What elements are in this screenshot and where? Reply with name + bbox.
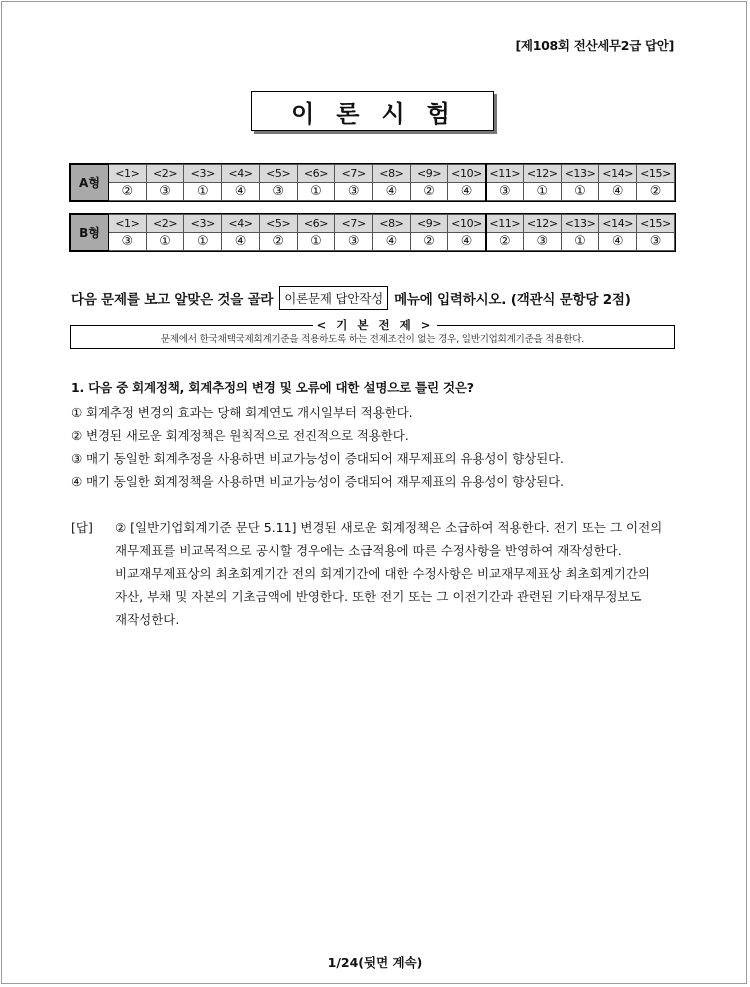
answer-row <box>71 233 675 251</box>
answer-cell: ① <box>561 183 599 201</box>
question-number-cell: <1> <box>109 165 147 183</box>
question-number-cell: <15> <box>637 165 675 183</box>
answer-table-a <box>70 164 675 201</box>
answer-line-1: ② [일반기업회계기준 문단 5.11] 변경된 새로운 회계정책은 소급하여 적용한다. 전기 또는 그 이전의 <box>115 520 663 535</box>
answer-cell: ② <box>410 233 448 251</box>
question-number-cell: <10> <box>448 165 486 183</box>
question-number-cell: <5> <box>259 215 297 233</box>
instruction-line <box>71 286 675 310</box>
exam-tag: [제108회 전산세무2급 답안] <box>515 38 674 53</box>
question-number-cell: <6> <box>297 165 335 183</box>
answer-cell: ④ <box>448 183 486 201</box>
answer-cell: ① <box>146 233 184 251</box>
question-number-cell: <11> <box>486 165 524 183</box>
type-label: B형 <box>71 215 109 251</box>
answer-cell: ② <box>259 233 297 251</box>
answer-cell: ③ <box>486 183 524 201</box>
question-number-cell: <1> <box>109 215 147 233</box>
answer-cell: ④ <box>448 233 486 251</box>
answer-cell: ③ <box>523 233 561 251</box>
instruction-after: 메뉴에 입력하시오. (객관식 문항당 2점) <box>394 292 631 308</box>
question-number-cell: <13> <box>561 165 599 183</box>
question-number-cell: <8> <box>373 215 411 233</box>
answer-label: [답] <box>71 520 93 535</box>
answer-cell: ① <box>561 233 599 251</box>
answer-cell: ③ <box>109 233 147 251</box>
answer-line-3: 비교재무제표상의 최초회계기간 전의 회계기간에 대한 수정사항은 비교재무제표상 최초회계기간의 <box>115 566 650 581</box>
page-number: 1/24(뒷면 계속) <box>327 955 423 970</box>
question-number-cell: <7> <box>335 165 373 183</box>
answer-table-b <box>70 214 675 251</box>
instruction-before: 다음 문제를 보고 알맞은 것을 골라 <box>71 292 274 308</box>
answer-cell: ③ <box>146 183 184 201</box>
choice-4: ④ 매기 동일한 회계정책을 사용하면 비교가능성이 증대되어 재무제표의 유용성이 향상된다. <box>71 474 564 489</box>
answer-cell: ① <box>523 183 561 201</box>
answer-cell: ① <box>297 233 335 251</box>
answer-cell: ③ <box>637 233 675 251</box>
question-number-cell: <4> <box>222 215 260 233</box>
question-number-cell: <10> <box>448 215 486 233</box>
answer-cell: ② <box>486 233 524 251</box>
answer-cell: ③ <box>335 183 373 201</box>
question-number-cell: <3> <box>184 165 222 183</box>
answer-cell: ④ <box>222 183 260 201</box>
answer-cell: ④ <box>599 183 637 201</box>
page-title: 이론시험 <box>251 91 494 131</box>
answer-cell: ② <box>410 183 448 201</box>
answer-cell: ① <box>297 183 335 201</box>
number-row <box>71 215 675 233</box>
question-number-cell: <4> <box>222 165 260 183</box>
question-number-cell: <9> <box>410 165 448 183</box>
answer-cell: ③ <box>259 183 297 201</box>
question-number-cell: <2> <box>146 215 184 233</box>
answer-cell: ② <box>637 183 675 201</box>
question-number-cell: <12> <box>523 215 561 233</box>
question-text: 1. 다음 중 회계정책, 회계추정의 변경 및 오류에 대한 설명으로 틀린 것은? <box>71 380 474 395</box>
number-row <box>71 165 675 183</box>
menu-label-box: 이론문제 답안작성 <box>279 286 388 310</box>
type-label: A형 <box>71 165 109 201</box>
question-number-cell: <14> <box>599 215 637 233</box>
answer-line-2: 재무제표를 비교목적으로 공시할 경우에는 소급적용에 따른 수정사항을 반영하여 재작성한다. <box>115 543 622 558</box>
premise-text: 문제에서 한국채택국제회계기준을 적용하도록 하는 전제조건이 없는 경우, 일반기업회계기준을 적용한다. <box>160 334 585 345</box>
choice-2: ② 변경된 새로운 회계정책은 원칙적으로 전진적으로 적용한다. <box>71 428 409 443</box>
answer-cell: ① <box>184 183 222 201</box>
question-number-cell: <14> <box>599 165 637 183</box>
answer-cell: ② <box>109 183 147 201</box>
premise-title-text: < 기 본 전 제 > <box>313 318 438 332</box>
choice-3: ③ 매기 동일한 회계추정을 사용하면 비교가능성이 증대되어 재무제표의 유용성이 향상된다. <box>71 451 564 466</box>
question-number-cell: <6> <box>297 215 335 233</box>
choice-1: ① 회계추정 변경의 효과는 당해 회계연도 개시일부터 적용한다. <box>71 405 413 420</box>
question-number-cell: <13> <box>561 215 599 233</box>
answer-cell: ③ <box>335 233 373 251</box>
answer-cell: ④ <box>373 233 411 251</box>
answer-line-5: 재작성한다. <box>115 612 180 627</box>
answer-explanation <box>71 516 677 631</box>
answer-line-4: 자산, 부채 및 자본의 기초금액에 반영한다. 또한 전기 또는 그 이전기간과 관련된 기타재무정보도 <box>115 589 642 604</box>
question-number-cell: <3> <box>184 215 222 233</box>
answer-row <box>71 183 675 201</box>
answer-cell: ④ <box>222 233 260 251</box>
answer-cell: ④ <box>599 233 637 251</box>
answer-cell: ① <box>184 233 222 251</box>
question-number-cell: <2> <box>146 165 184 183</box>
question-number-cell: <7> <box>335 215 373 233</box>
question-number-cell: <9> <box>410 215 448 233</box>
question-number-cell: <8> <box>373 165 411 183</box>
page-border <box>1 1 747 984</box>
premise-title <box>0 317 750 333</box>
question-number-cell: <15> <box>637 215 675 233</box>
question-number-cell: <12> <box>523 165 561 183</box>
question-number-cell: <5> <box>259 165 297 183</box>
question-number-cell: <11> <box>486 215 524 233</box>
answer-cell: ④ <box>373 183 411 201</box>
